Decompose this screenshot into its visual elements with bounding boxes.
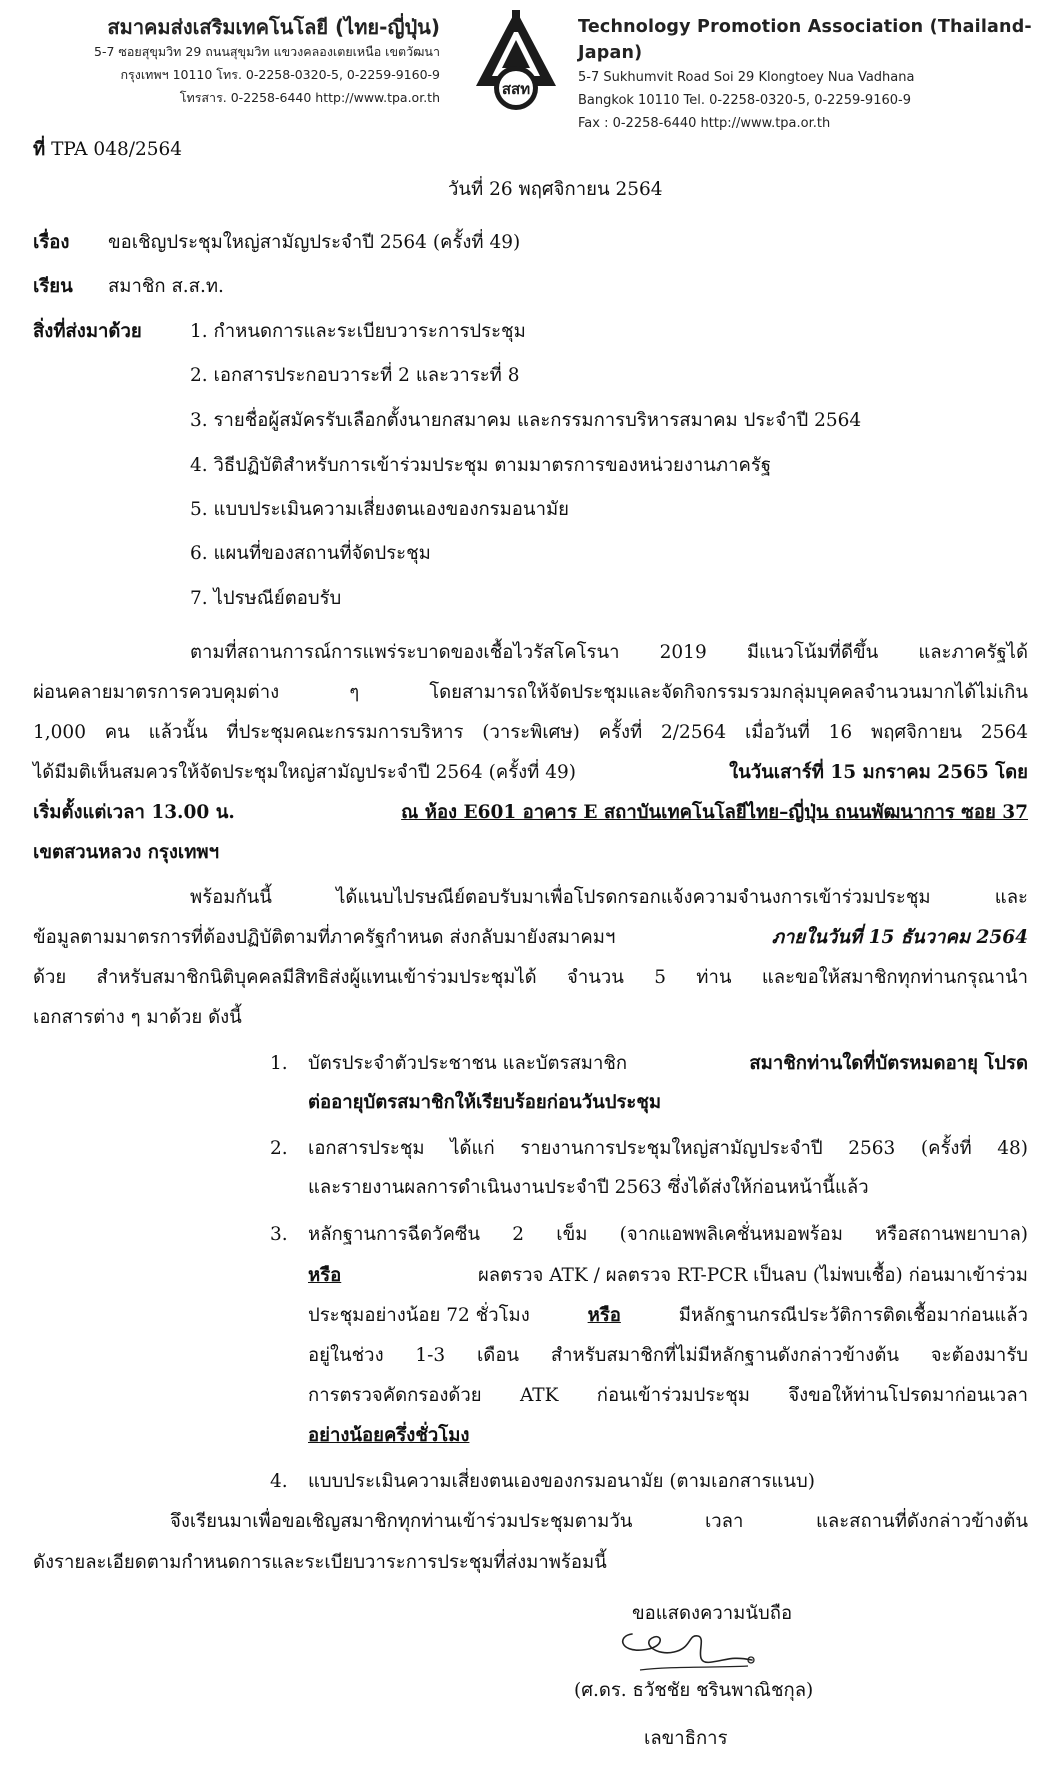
doc-item-3-line-3-text: ประชุมอย่างน้อย 72 ชั่วโมง <box>308 1305 530 1326</box>
doc-item-3-line-3-rest: มีหลักฐานกรณีประวัติการติดเชื้อมาก่อนแล้ว <box>678 1305 1028 1326</box>
or-keyword: หรือ <box>587 1305 621 1326</box>
paragraph-1-line-3: 1,000 คน แล้วนั้น ที่ประชุมคณะกรรมการบริหาร (วาระพิเศษ) ครั้งที่ 2/2564 เมื่อวันที่ 16 พฤศจิกายน 2564 <box>33 722 1028 743</box>
doc-item-1-note: สมาชิกท่านใดที่บัตรหมดอายุ โปรด <box>749 1053 1028 1074</box>
subject-label: เรื่อง <box>33 232 70 253</box>
doc-item-4-line-1: แบบประเมินความเสี่ยงตนเองของกรมอนามัย (ตามเอกสารแนบ) <box>308 1471 815 1492</box>
address-thai-line-2: กรุงเทพฯ 10110 โทร. 0-2258-0320-5, 0-2259-9160-9 <box>120 67 440 82</box>
org-name-english: Technology Promotion Association (Thailand-Japan) <box>578 17 1032 63</box>
meeting-date-text: ในวันเสาร์ที่ 15 มกราคม 2565 โดย <box>729 762 1028 783</box>
doc-item-number: 1. <box>270 1053 288 1074</box>
doc-item-2-line-1: เอกสารประชุม ได้แก่ รายงานการประชุมใหญ่สามัญประจำปี 2563 (ครั้งที่ 48) <box>308 1138 1028 1159</box>
enclosure-item: 4. วิธีปฏิบัติสำหรับการเข้าร่วมประชุม ตามมาตรการของหน่วยงานภาครัฐ <box>190 455 772 476</box>
address-english-line-1: 5-7 Sukhumvit Road Soi 29 Klongtoey Nua Vadhana <box>578 70 915 85</box>
regards-text: ขอแสดงความนับถือ <box>632 1603 793 1624</box>
paragraph-1-line-2: ผ่อนคลายมาตรการควบคุมต่าง ๆ โดยสามารถให้จัดประชุมและจัดกิจกรรมรวมกลุ่มบุคคลจำนวนมากได้ไม่เกิน <box>33 682 1028 703</box>
enclosure-item: 5. แบบประเมินความเสี่ยงตนเองของกรมอนามัย <box>190 499 569 520</box>
enclosures-label: สิ่งที่ส่งมาด้วย <box>33 321 142 342</box>
letterhead-thai <box>10 14 440 109</box>
org-name-thai: สมาคมส่งเสริมเทคโนโลยี (ไทย-ญี่ปุ่น) <box>107 15 440 39</box>
reference-label: ที่ <box>33 139 46 160</box>
paragraph-2-line-2 <box>33 925 1028 951</box>
doc-item-number: 3. <box>270 1224 288 1245</box>
reference-number: TPA 048/2564 <box>51 139 183 160</box>
paragraph-2-line-1: พร้อมกันนี้ ได้แนบไปรษณีย์ตอบรับมาเพื่อโปรดกรอกแจ้งความจำนงการเข้าร่วมประชุม และ <box>190 887 1028 908</box>
doc-item-3-line-4: อยู่ในช่วง 1-3 เดือน สำหรับสมาชิกที่ไม่มีหลักฐานดังกล่าวข้างต้น จะต้องมารับ <box>308 1345 1028 1366</box>
logo-text: สสท <box>501 80 531 98</box>
signature-icon <box>612 1626 762 1682</box>
or-keyword: หรือ <box>308 1265 342 1286</box>
paragraph-2-line-3: ด้วย สำหรับสมาชิกนิติบุคคลมีสิทธิส่งผู้แทนเข้าร่วมประชุมได้ จำนวน 5 ท่าน และขอให้สมาชิกทุกท่านกรุณานำ <box>33 967 1028 988</box>
paragraph-1-line-1: ตามที่สถานการณ์การแพร่ระบาดของเชื้อไวรัสโคโรนา 2019 มีแนวโน้มที่ดีขึ้น และภาครัฐได้ <box>190 642 1028 663</box>
association-logo-icon <box>470 6 562 114</box>
meeting-venue-text: ณ ห้อง E601 อาคาร E สถาบันเทคโนโลยีไทย–ญี่ปุ่น ถนนพัฒนาการ ซอย 37 <box>401 802 1028 823</box>
paragraph-2-line-2-text: ข้อมูลตามมาตรการที่ต้องปฏิบัติตามที่ภาครัฐกำหนด ส่งกลับมายังสมาคมฯ <box>33 927 616 948</box>
paragraph-1-line-4-text: ได้มีมติเห็นสมควรให้จัดประชุมใหญ่สามัญประจำปี 2564 (ครั้งที่ 49) <box>33 762 576 783</box>
signatory-name: (ศ.ดร. ธวัชชัย ชรินพาณิชกุล) <box>574 1680 814 1701</box>
enclosure-item: 2. เอกสารประกอบวาระที่ 2 และวาระที่ 8 <box>190 365 520 386</box>
enclosure-item: 3. รายชื่อผู้สมัครรับเลือกตั้งนายกสมาคม และกรรมการบริหารสมาคม ประจำปี 2564 <box>190 410 862 431</box>
recipient-text: สมาชิก ส.ส.ท. <box>108 276 224 297</box>
paragraph-1-line-4 <box>33 760 1028 786</box>
subject-text: ขอเชิญประชุมใหญ่สามัญประจำปี 2564 (ครั้งที่ 49) <box>108 232 521 253</box>
closing-line-2: ดังรายละเอียดตามกำหนดการและระเบียบวาระการประชุมที่ส่งมาพร้อมนี้ <box>33 1552 607 1573</box>
doc-item-2-line-2: และรายงานผลการดำเนินงานประจำปี 2563 ซึ่งได้ส่งให้ก่อนหน้านี้แล้ว <box>308 1177 869 1198</box>
letterhead-english <box>578 14 1048 135</box>
enclosure-item: 7. ไปรษณีย์ตอบรับ <box>190 588 342 609</box>
address-thai-line-3: โทรสาร. 0-2258-6440 http://www.tpa.or.th <box>179 90 440 105</box>
doc-item-3-line-1: หลักฐานการฉีดวัคซีน 2 เข็ม (จากแอพพลิเคชั่นหมอพร้อม หรือสถานพยาบาล) <box>308 1224 1028 1245</box>
doc-item-number: 2. <box>270 1138 288 1159</box>
doc-item-3-line-3 <box>308 1303 1028 1329</box>
doc-item-1-line-1 <box>308 1051 1028 1077</box>
signatory-title: เลขาธิการ <box>644 1728 728 1749</box>
doc-item-number: 4. <box>270 1471 288 1492</box>
closing-line-1: จึงเรียนมาเพื่อขอเชิญสมาชิกทุกท่านเข้าร่วมประชุมตามวัน เวลา และสถานที่ดังกล่าวข้างต้น <box>170 1511 1028 1532</box>
doc-item-3-line-6: อย่างน้อยครึ่งชั่วโมง <box>308 1425 470 1446</box>
recipient-label: เรียน <box>33 276 73 297</box>
enclosure-item: 6. แผนที่ของสถานที่จัดประชุม <box>190 543 431 564</box>
letter-date: วันที่ 26 พฤศจิกายน 2564 <box>448 179 663 200</box>
reply-deadline-text: ภายในวันที่ 15 ธันวาคม 2564 <box>771 927 1028 948</box>
enclosure-item: 1. กำหนดการและระเบียบวาระการประชุม <box>190 321 526 342</box>
meeting-time-text: เริ่มตั้งแต่เวลา 13.00 น. <box>33 802 235 823</box>
doc-item-1-line-2: ต่ออายุบัตรสมาชิกให้เรียบร้อยก่อนวันประชุม <box>308 1092 662 1113</box>
paragraph-1-line-5 <box>33 800 1028 826</box>
meeting-district-text: เขตสวนหลวง กรุงเทพฯ <box>33 842 219 863</box>
doc-item-3-line-5: การตรวจคัดกรองด้วย ATK ก่อนเข้าร่วมประชุม จึงขอให้ท่านโปรดมาก่อนเวลา <box>308 1385 1028 1406</box>
address-english-line-2: Bangkok 10110 Tel. 0-2258-0320-5, 0-2259-9160-9 <box>578 93 911 108</box>
doc-item-3-line-2-text: ผลตรวจ ATK / ผลตรวจ RT-PCR เป็นลบ (ไม่พบเชื้อ) ก่อนมาเข้าร่วม <box>477 1265 1028 1286</box>
paragraph-2-line-4: เอกสารต่าง ๆ มาด้วย ดังนี้ <box>33 1007 242 1028</box>
doc-item-3-line-2 <box>308 1263 1028 1289</box>
address-english-line-3: Fax : 0-2258-6440 http://www.tpa.or.th <box>578 116 831 131</box>
address-thai-line-1: 5-7 ซอยสุขุมวิท 29 ถนนสุขุมวิท แขวงคลองเตยเหนือ เขตวัฒนา <box>94 44 440 59</box>
reference-line <box>33 137 182 163</box>
doc-item-1-text: บัตรประจำตัวประชาชน และบัตรสมาชิก <box>308 1053 628 1074</box>
